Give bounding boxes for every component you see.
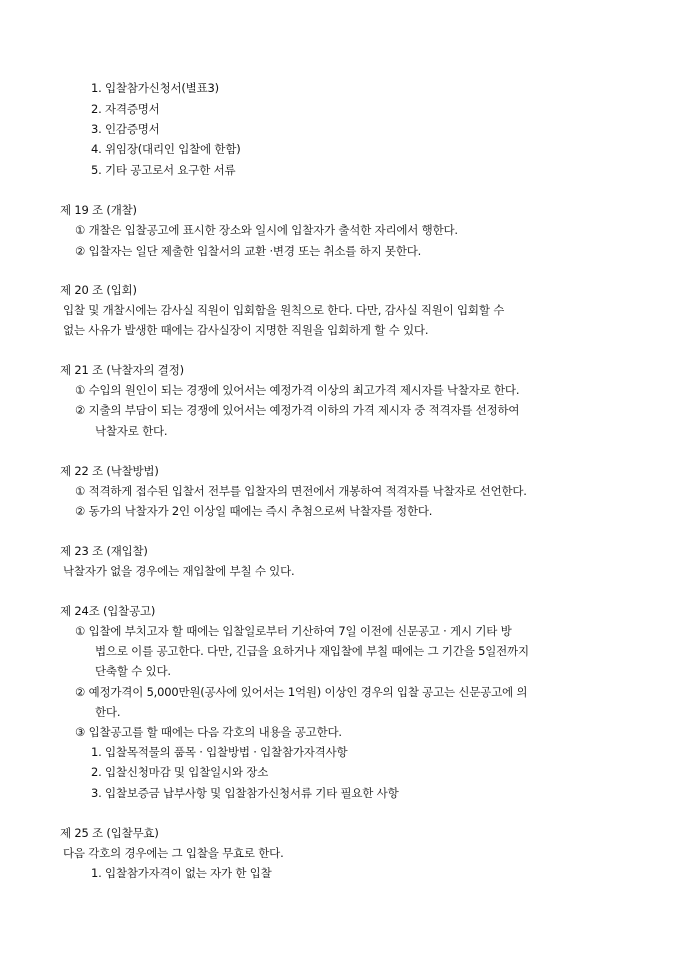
- list-item: 5. 기타 공고로서 요구한 서류: [91, 163, 236, 177]
- list-item: 1. 입찰참가자격이 없는 자가 한 입찰: [91, 866, 272, 880]
- list-item: 2. 입찰신청마감 및 입찰일시와 장소: [91, 765, 269, 779]
- article-heading: 제 20 조 (입회): [60, 283, 137, 297]
- article-body: 낙찰자가 없을 경우에는 재입찰에 부칠 수 있다.: [63, 564, 295, 578]
- clause: ② 입찰자는 일단 제출한 입찰서의 교환 ·변경 또는 취소를 하지 못한다.: [75, 244, 422, 258]
- clause: ② 지출의 부담이 되는 경쟁에 있어서는 예정가격 이하의 가격 제시자 중 적격자를 선정하여: [75, 403, 520, 417]
- clause: ① 적격하게 접수된 입찰서 전부를 입찰자의 면전에서 개봉하여 적격자를 낙찰자로 선언한다.: [75, 484, 527, 498]
- list-item: 1. 입찰목적물의 품목 · 입찰방법 · 입찰참가자격사항: [91, 745, 348, 759]
- clause-continuation: 낙찰자로 한다.: [95, 424, 168, 438]
- list-item: 1. 입찰참가신청서(별표3): [91, 81, 219, 95]
- article-heading: 제 25 조 (입찰무효): [60, 826, 159, 840]
- article-heading: 제 19 조 (개찰): [60, 203, 137, 217]
- article-heading: 제 23 조 (재입찰): [60, 544, 148, 558]
- article-heading: 제 24조 (입찰공고): [60, 604, 156, 618]
- list-item: 3. 입찰보증금 납부사항 및 입찰참가신청서류 기타 필요한 사항: [91, 786, 399, 800]
- list-item: 3. 인감증명서: [91, 122, 160, 136]
- clause: ② 예정가격이 5,000만원(공사에 있어서는 1억원) 이상인 경우의 입찰 공고는 신문공고에 의: [75, 685, 528, 699]
- article-heading: 제 22 조 (낙찰방법): [60, 464, 159, 478]
- clause-continuation: 법으로 이를 공고한다. 다만, 긴급을 요하거나 재입찰에 부칠 때에는 그 기간을 5일전까지: [95, 644, 529, 658]
- list-item: 4. 위임장(대리인 입찰에 한함): [91, 142, 241, 156]
- clause: ① 입찰에 부치고자 할 때에는 입찰일로부터 기산하여 7일 이전에 신문공고 · 게시 기타 방: [75, 624, 512, 638]
- clause: ③ 입찰공고를 할 때에는 다음 각호의 내용을 공고한다.: [75, 725, 342, 739]
- article-body: 입찰 및 개찰시에는 감사실 직원이 입회함을 원칙으로 한다. 다만, 감사실 직원이 입회할 수: [63, 303, 505, 317]
- article-heading: 제 21 조 (낙찰자의 결정): [60, 363, 184, 377]
- list-item: 2. 자격증명서: [91, 102, 160, 116]
- clause: ① 개찰은 입찰공고에 표시한 장소와 일시에 입찰자가 출석한 자리에서 행한다.: [75, 223, 458, 237]
- clause: ② 동가의 낙찰자가 2인 이상일 때에는 즉시 추첨으로써 낙찰자를 정한다.: [75, 504, 433, 518]
- clause: ① 수입의 원인이 되는 경쟁에 있어서는 예정가격 이상의 최고가격 제시자를 낙찰자로 한다.: [75, 383, 520, 397]
- clause-continuation: 단축할 수 있다.: [95, 664, 171, 678]
- article-body: 없는 사유가 발생한 때에는 감사실장이 지명한 직원을 입회하게 할 수 있다.: [63, 323, 429, 337]
- article-body: 다음 각호의 경우에는 그 입찰을 무효로 한다.: [63, 846, 284, 860]
- clause-continuation: 한다.: [95, 705, 121, 719]
